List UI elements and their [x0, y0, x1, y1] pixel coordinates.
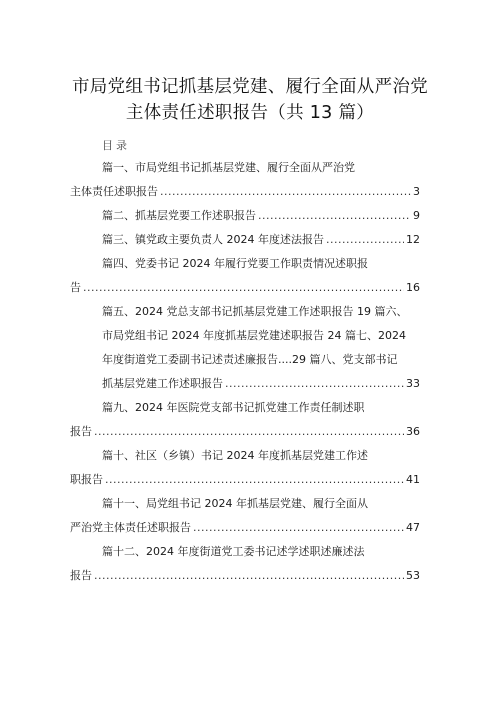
toc-page-number: 3 — [413, 185, 420, 198]
toc-entry[interactable] — [70, 324, 420, 348]
title-line-1: 市局党组书记抓基层党建、履行全面从严治党 — [72, 77, 428, 97]
toc-entry-title: 篇十一、局党组书记 2024 年抓基层党建、履行全面从 — [102, 497, 368, 510]
toc-entry[interactable] — [70, 204, 420, 228]
table-of-contents — [70, 156, 420, 588]
toc-entry-title: 主体责任述职报告 — [70, 185, 158, 198]
toc-page-number: 12 — [406, 233, 420, 246]
toc-entry-title: 篇二、抓基层党要工作述职报告 — [102, 209, 256, 222]
toc-entry-title: 篇五、2024 党总支部书记抓基层党建工作述职报告 19 篇六、 — [102, 305, 408, 318]
toc-entry-title: 报告 — [70, 425, 92, 438]
toc-entry-title: 告 — [70, 281, 81, 294]
toc-entry[interactable] — [70, 156, 420, 180]
toc-heading: 目录 — [102, 139, 130, 152]
toc-entry[interactable] — [70, 540, 420, 564]
toc-dot-leader — [258, 204, 411, 228]
toc-entry[interactable] — [70, 276, 420, 300]
toc-entry[interactable] — [70, 372, 420, 396]
toc-page-number: 41 — [406, 473, 420, 486]
toc-entry[interactable] — [70, 444, 420, 468]
toc-dot-leader — [326, 228, 404, 252]
toc-entry-title: 严治党主体责任述职报告 — [70, 521, 191, 534]
toc-entry-title: 篇九、2024 年医院党支部书记抓党建工作责任制述职 — [102, 401, 365, 414]
toc-page-number: 53 — [406, 569, 420, 582]
toc-dot-leader — [94, 564, 404, 588]
toc-entry-title: 年度街道党工委副书记述责述廉报告....29 篇八、党支部书记 — [102, 353, 398, 366]
toc-dot-leader — [105, 468, 404, 492]
toc-entry-title: 篇三、镇党政主要负责人 2024 年度述法报告 — [102, 233, 324, 246]
toc-dot-leader — [94, 420, 404, 444]
toc-entry-title: 报告 — [70, 569, 92, 582]
toc-entry[interactable] — [70, 564, 420, 588]
toc-entry[interactable] — [70, 420, 420, 444]
toc-page-number: 47 — [406, 521, 420, 534]
toc-entry[interactable] — [70, 228, 420, 252]
toc-entry-title: 职报告 — [70, 473, 103, 486]
toc-entry-title: 抓基层党建工作述职报告 — [102, 377, 223, 390]
toc-entry[interactable] — [70, 516, 420, 540]
toc-dot-leader — [225, 372, 404, 396]
toc-entry-title: 市局党组书记 2024 年度抓基层党建述职报告 24 篇七、2024 — [102, 329, 406, 342]
toc-entry-title: 篇四、党委书记 2024 年履行党要工作职责情况述职报 — [102, 257, 368, 270]
toc-page-number: 36 — [406, 425, 420, 438]
toc-entry[interactable] — [70, 396, 420, 420]
toc-entry[interactable] — [70, 180, 420, 204]
toc-entry[interactable] — [70, 252, 420, 276]
toc-entry-title: 篇十、社区（乡镇）书记 2024 年度抓基层党建工作述 — [102, 449, 368, 462]
toc-entry[interactable] — [70, 492, 420, 516]
title-line-2: 主体责任述职报告（共 13 篇） — [125, 103, 375, 123]
toc-entry-title: 篇十二、2024 年度街道党工委书记述学述职述廉述法 — [102, 545, 365, 558]
toc-entry-title: 篇一、市局党组书记抓基层党建、履行全面从严治党 — [102, 161, 355, 174]
document-title — [0, 74, 500, 126]
toc-page-number: 33 — [406, 377, 420, 390]
toc-page-number: 9 — [413, 209, 420, 222]
toc-dot-leader — [160, 180, 411, 204]
toc-entry[interactable] — [70, 300, 420, 324]
toc-page-number: 16 — [406, 281, 420, 294]
toc-entry[interactable] — [70, 468, 420, 492]
toc-dot-leader — [193, 516, 404, 540]
toc-entry[interactable] — [70, 348, 420, 372]
toc-dot-leader — [83, 276, 404, 300]
